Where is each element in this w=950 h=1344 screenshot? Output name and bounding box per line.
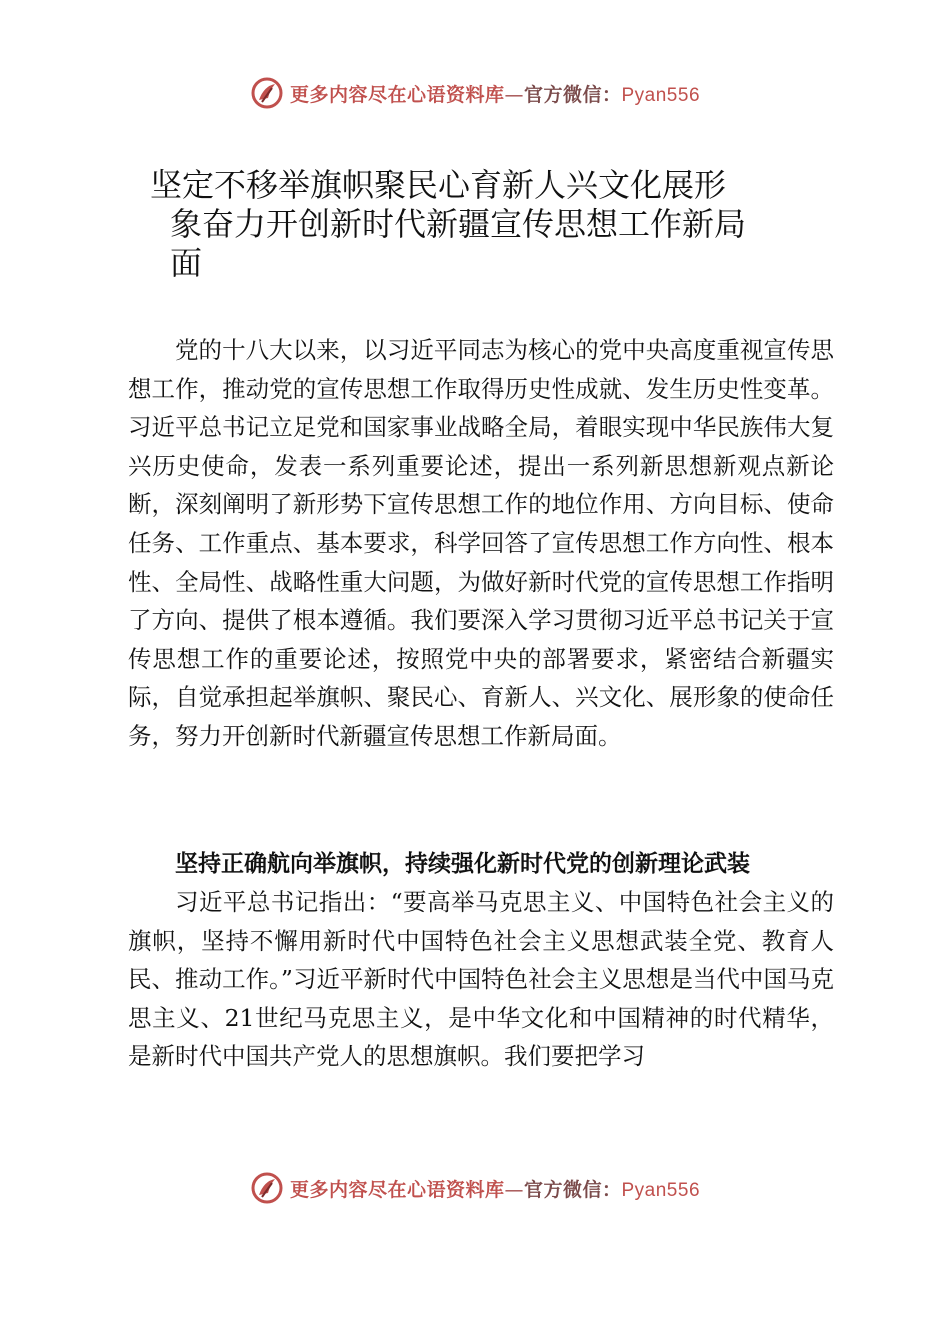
- section-heading: 坚持正确航向举旗帜，持续强化新时代党的创新理论武装: [175, 851, 750, 877]
- banner-wechat-id: Pyan556: [621, 1179, 701, 1201]
- footer-banner: [0, 1168, 950, 1208]
- banner-slogan: 更多内容尽在心语资料库: [289, 1178, 505, 1201]
- document-title: [150, 166, 810, 283]
- banner-slogan: 更多内容尽在心语资料库: [289, 83, 505, 106]
- header-banner: [0, 73, 950, 113]
- title-line-1: 坚定不移举旗帜聚民心育新人兴文化展形: [150, 166, 727, 204]
- title-line-3: 面: [170, 244, 203, 282]
- banner-dash: —: [504, 83, 524, 106]
- paragraph-intro: 党的十八大以来，以习近平同志为核心的党中央高度重视宣传思想工作，推动党的宣传思想工作取得历史性成就、发生历史性变革。习近平总书记立足党和国家事业战略全局，着眼实现中华民族伟大复兴历史使命，发表一系列重要论述，提出一系列新思想新观点新论断，深刻阐明了新形势下宣传思想工作的地位作用、方向目标、使命任务、工作重点、基本要求，科学回答了宣传思想工作方向性、根本性、全局性、战略性重大问题，为做好新时代党的宣传思想工作指明了方向、提供了根本遵循。我们要深入学习贯彻习近平总书记关于宣传思想工作的重要论述，按照党中央的部署要求，紧密结合新疆实际，自觉承担起举旗帜、聚民心、育新人、兴文化、展形象的使命任务，努力开创新时代新疆宣传思想工作新局面。: [128, 336, 834, 750]
- brush-logo-icon: [250, 76, 284, 110]
- banner-wechat-id: Pyan556: [621, 84, 701, 106]
- paragraph-section1: 习近平总书记指出：“要高举马克思主义、中国特色社会主义的旗帜，坚持不懈用新时代中国特色社会主义思想武装全党、教育人民、推动工作。”习近平新时代中国特色社会主义思想是当代中国马克思主义、21世纪马克思主义，是中华文化和中国精神的时代精华，是新时代中国共产党人的思想旗帜。我们要把学习: [128, 888, 834, 1071]
- banner-dash: —: [504, 1178, 524, 1201]
- banner-text: [290, 1175, 700, 1202]
- brush-logo-icon: [250, 1171, 284, 1205]
- banner-text: [290, 80, 700, 107]
- title-line-2: 象奋力开创新时代新疆宣传思想工作新局: [170, 205, 747, 243]
- banner-wechat-label: 官方微信：: [523, 83, 622, 106]
- banner-wechat-label: 官方微信：: [523, 1178, 622, 1201]
